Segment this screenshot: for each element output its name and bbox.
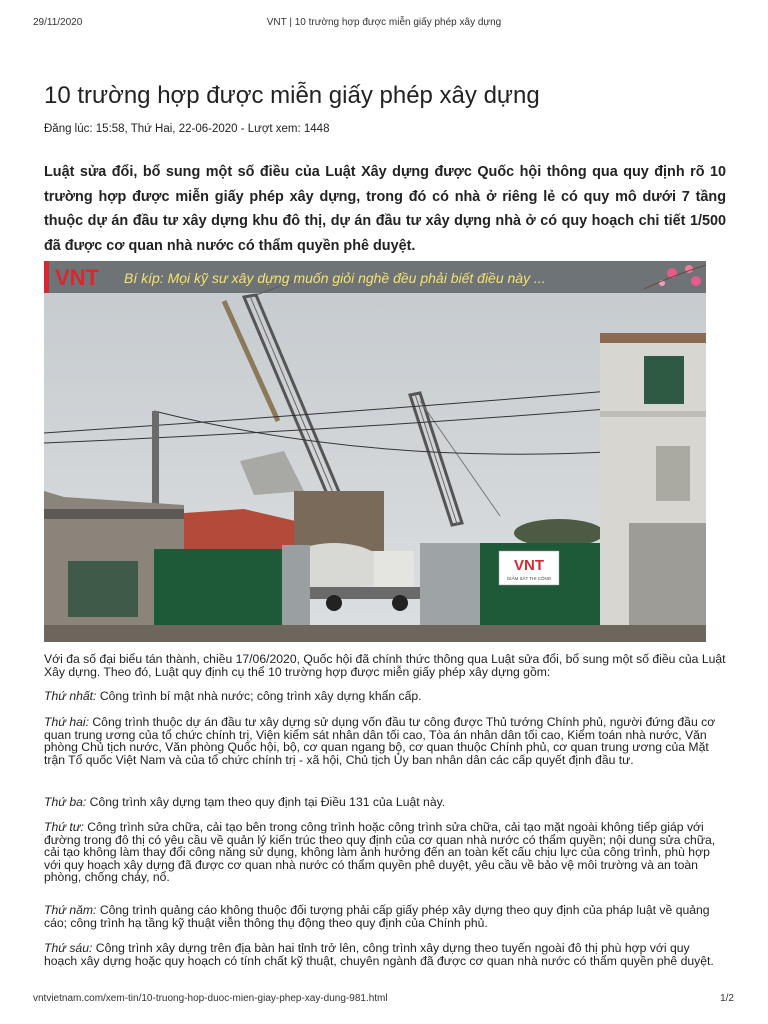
list-item (44, 942, 726, 967)
vnt-sign (499, 551, 559, 585)
print-page-number: 1/2 (720, 993, 734, 1004)
article-photo (44, 261, 706, 642)
list-item (44, 796, 726, 809)
item-text: Công trình thuộc dự án đầu tư xây dựng sử dụng vốn đầu tư công được Thủ tướng Chính phủ, người đứng đầu cơ quan trung ương của tổ chức chính trị, Viện kiểm sát nhân dân tối cao, Tòa án nhân dân tối cao, Kiểm toán nhà nước, Văn phòng Chủ tịch nước, Văn phòng Quốc hội, bộ, cơ quan ngang bộ, cơ quan thuộc Chính phủ, cơ quan trung ương của Mặt trận Tổ quốc Việt Nam và của tổ chức chính trị - xã hội, Chủ tịch Ủy ban nhân dân các cấp quyết định đầu tư. (44, 715, 716, 767)
banner-text[interactable]: Bí kíp: Mọi kỹ sư xây dựng muốn giỏi nghề đều phải biết điều này ... (124, 270, 546, 286)
sign-subtitle: GIẢM SÁT THI CÔNG (506, 576, 552, 581)
item-text: Công trình xây dựng tạm theo quy định tại Điều 131 của Luật này. (86, 795, 446, 809)
green-fence-left (154, 549, 282, 625)
banner-logo: VNT (55, 265, 99, 290)
construction-site-illustration (44, 261, 706, 642)
item-label: Thứ ba: (44, 795, 87, 809)
item-text: Công trình quảng cáo không thuộc đối tượng phải cấp giấy phép xây dựng theo quy định của pháp luật về quảng cáo; công trình hạ tầng kỹ thuật viễn thông thụ động theo quy định của Chính phủ. (44, 903, 710, 930)
item-label: Thứ sáu: (44, 941, 93, 955)
article-meta: Đăng lúc: 15:58, Thứ Hai, 22-06-2020 - Lượt xem: 1448 (44, 123, 330, 135)
print-date: 29/11/2020 (33, 17, 83, 28)
article-lead: Luật sửa đổi, bổ sung một số điều của Luật Xây dựng được Quốc hội thông qua quy định rõ 10 trường hợp được miễn giấy phép xây dựng, trong đó có nhà ở riêng lẻ có quy mô dưới 7 tầng thuộc dự án đầu tư xây dựng khu đô thị, dự án đầu tư xây dựng nhà ở có quy hoạch chi tiết 1/500 đã được cơ quan nhà nước có thẩm quyền phê duyệt. (44, 164, 726, 254)
item-text: Công trình xây dựng trên địa bàn hai tỉnh trở lên, công trình xây dựng theo tuyến ngoài đô thị phù hợp với quy hoạch xây dựng hoặc quy hoạch có tính chất kỹ thuật, chuyên ngành đã được cơ quan nhà nước có thẩm quyền phê duyệt. (44, 941, 714, 968)
list-item (44, 716, 726, 766)
print-footer-url: vntvietnam.com/xem-tin/10-truong-hop-duoc-mien-giay-phep-xay-dung-981.html (33, 993, 388, 1004)
print-page-title: VNT | 10 trường hợp được miễn giấy phép xây dựng (266, 17, 502, 28)
item-text: Công trình sửa chữa, cải tạo bên trong công trình hoặc công trình sửa chữa, cải tạo mặt ngoài không tiếp giáp với đường trong đô thị có yêu cầu về quản lý kiến trúc theo quy định của cơ quan nhà nước có thẩm quyền; nội dung sửa chữa, cải tạo không làm thay đổi công năng sử dụng, không làm ảnh hưởng đến an toàn kết cấu chịu lực của công trình, phù hợp với quy hoạch xây dựng đã được cơ quan nhà nước có thẩm quyền phê duyệt, yêu cầu về bảo vệ môi trường và an toàn phòng, chống cháy, nổ. (44, 820, 716, 885)
item-label: Thứ nhất: (44, 689, 97, 703)
item-label: Thứ hai: (44, 715, 89, 729)
article-intro: Với đa số đại biểu tán thành, chiều 17/06/2020, Quốc hội đã chính thức thông qua Luật sửa đổi, bổ sung một số điều của Luật Xây dựng. Theo đó, Luật quy định cụ thể 10 trường hợp được miễn giấy phép xây dựng gồm: (44, 652, 726, 679)
item-text: Công trình bí mật nhà nước; công trình xây dựng khẩn cấp. (96, 689, 422, 703)
list-item (44, 690, 726, 703)
article-title: 10 trường hợp được miễn giấy phép xây dựng (44, 82, 540, 109)
list-item (44, 821, 726, 884)
item-label: Thứ năm: (44, 903, 97, 917)
sign-logo: VNT (514, 557, 544, 574)
list-item (44, 904, 726, 929)
right-building (600, 333, 706, 633)
item-label: Thứ tư: (44, 820, 84, 834)
